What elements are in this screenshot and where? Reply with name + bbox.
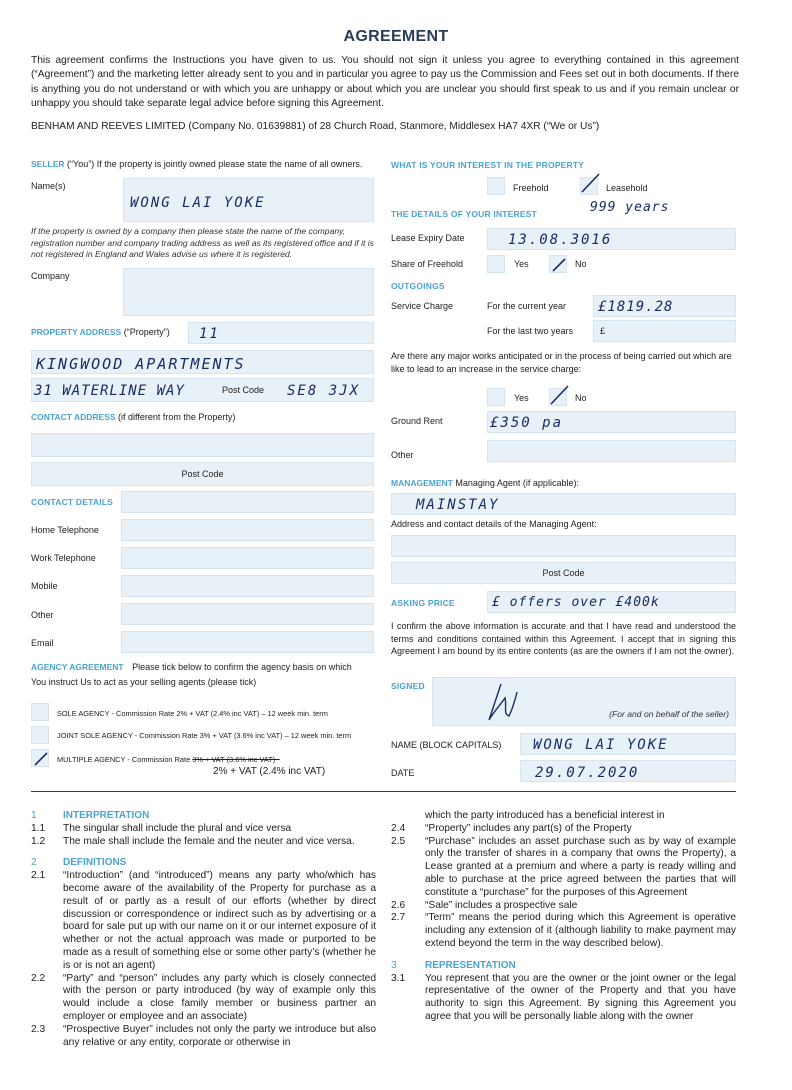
term-number: 3: [391, 959, 397, 971]
tick-icon: [579, 172, 603, 194]
term-1-2: [31, 836, 376, 849]
management-heading-label: MANAGEMENT: [391, 478, 453, 488]
property-line2-field[interactable]: [31, 350, 374, 374]
seller-heading: [31, 159, 362, 169]
term-1-1: [31, 823, 376, 836]
asking-price-value: £ offers over £400k: [492, 595, 660, 610]
signature-field[interactable]: [432, 677, 736, 726]
agent-address-line1-field[interactable]: [391, 535, 736, 557]
term-text: The singular shall include the plural and vice versa: [63, 822, 292, 834]
seller-heading-note: (“You”) If the property is jointly owned please state the name of all owners.: [67, 159, 363, 169]
ground-rent-field[interactable]: [487, 411, 736, 433]
behalf-note: (For and on behalf of the seller): [609, 708, 729, 719]
term-2-3-continued: which the party introduced has a beneficial interest in: [425, 810, 665, 821]
interest-details-heading: THE DETAILS OF YOUR INTEREST: [391, 209, 538, 219]
management-heading: [391, 478, 579, 488]
sole-agency-label: SOLE AGENCY - Commission Rate 2% + VAT (2.4% inc VAT) – 12 week min. term: [57, 709, 328, 718]
term-text: You represent that you are the owner or the joint owner or the legal representative of the owner of the Property and that you have authority to sign this Agreement. By signing this Agreement you agree that you will be personally liable along with the owner: [425, 972, 736, 1022]
managing-agent-value: MAINSTAY: [416, 497, 500, 513]
home-telephone-field[interactable]: [121, 519, 374, 541]
multiple-agency-prefix: MULTIPLE AGENCY - Commission Rate: [57, 755, 191, 764]
company-note: If the property is owned by a company then please state the name of the company, registration number and company trading address as well as its registered office and if it is not registered in England and Wales advise us where it is registered.: [31, 226, 374, 259]
names-label: Name(s): [31, 181, 66, 191]
other-contact-field[interactable]: [121, 603, 374, 625]
term-2-5: [391, 836, 736, 900]
terms-right-column: [391, 810, 736, 1024]
signed-heading: SIGNED: [391, 681, 425, 691]
current-year-value: £1819.28: [598, 299, 674, 315]
term-text: “Purchase” includes an asset purchase such as by way of example only the transfer of shares in a company that owns the Property), a Lease granted at a premium and where a party is ready willing and able to purchase at the price agreed between the parties that will constitute a “purchase” for the purposes of this Agreement: [425, 835, 736, 898]
contact-details-heading: CONTACT DETAILS: [31, 497, 114, 507]
property-postcode-value: SE8 3JX: [287, 383, 361, 399]
contact-address-heading-note: (if different from the Property): [118, 412, 236, 422]
other-outgoings-field[interactable]: [487, 440, 736, 462]
other-contact-label: Other: [31, 610, 54, 620]
lease-expiry-field[interactable]: [487, 228, 736, 250]
managing-agent-field[interactable]: [391, 493, 736, 515]
term-text: “Property” includes any part(s) of the Property: [425, 822, 632, 834]
joint-sole-agency-label: JOINT SOLE AGENCY - Commission Rate 3% + VAT (3.6% inc VAT) – 12 week min. term: [57, 731, 352, 740]
term-text: “Introduction” (and “introduced”) means any party who/which has become aware of the availability of the Property for purchase as a result of or partly as a result of our efforts (whether by direct discussion or correspondence or indirect such as by advertising or a board for sale put up with our name on it or our internet exposure of it whether or not the actual approach was made or purported to be made as a result of something else or some other party’s (whether he is or is not an agent): [63, 870, 376, 971]
term-2-1: [31, 870, 376, 972]
current-year-field[interactable]: [593, 295, 736, 317]
joint-sole-agency-checkbox[interactable]: [31, 726, 49, 744]
lease-expiry-label: Lease Expiry Date: [391, 233, 465, 243]
term-number: 1.1: [31, 822, 46, 834]
term-number: 2.4: [391, 822, 406, 834]
term-heading-1: [31, 810, 376, 823]
agency-heading-label: AGENCY AGREEMENT: [31, 662, 124, 672]
interest-heading: WHAT IS YOUR INTEREST IN THE PROPERTY: [391, 160, 585, 170]
agency-heading-note: Please tick below to confirm the agency basis on which: [132, 662, 352, 672]
term-2-2: [31, 973, 376, 1024]
term-number: 2.2: [31, 972, 46, 984]
term-number: 2.5: [391, 835, 406, 847]
tick-icon: [548, 384, 572, 406]
term-heading-2: [31, 857, 376, 870]
property-line3-value: 31 WATERLINE WAY: [34, 383, 185, 399]
agency-heading: [31, 662, 352, 672]
last-two-years-value: £: [600, 326, 606, 336]
agent-address-line2-field[interactable]: [391, 562, 736, 584]
date-field[interactable]: [520, 760, 736, 782]
property-line2-value: KINGWOOD APARTMENTS: [36, 355, 246, 373]
contact-address-line1-field[interactable]: [31, 433, 374, 457]
section-divider: [31, 791, 736, 792]
multiple-agency-handwritten: 2% + VAT (2.4% inc VAT): [213, 766, 326, 777]
company-label: Company: [31, 271, 70, 281]
email-field[interactable]: [121, 631, 374, 653]
signature-icon: [479, 678, 539, 724]
term-2-4: [391, 823, 736, 836]
term-number: 2: [31, 857, 37, 869]
term-heading-label: INTERPRETATION: [63, 810, 150, 821]
interest-details-value: 999 years: [590, 200, 670, 215]
last-two-years-field[interactable]: [593, 320, 736, 342]
name-block-value: WONG LAI YOKE: [533, 737, 669, 753]
share-no-checkbox[interactable]: [549, 255, 567, 273]
term-text: “Term” means the period during which this Agreement is operative including any extension of it (although liability to make payment may extend beyond the term in the way described below).: [425, 912, 736, 949]
works-no-checkbox[interactable]: [549, 388, 567, 406]
property-line3-field[interactable]: [31, 378, 374, 402]
term-number: 1.2: [31, 835, 46, 847]
company-field[interactable]: [123, 268, 374, 316]
seller-heading-label: SELLER: [31, 159, 65, 169]
other-outgoings-label: Other: [391, 450, 414, 460]
asking-price-heading: ASKING PRICE: [391, 598, 455, 608]
mobile-label: Mobile: [31, 581, 58, 591]
works-no-label: No: [575, 393, 587, 403]
tick-icon: [550, 256, 568, 274]
contact-postcode-label: Post Code: [181, 469, 224, 479]
property-heading: [31, 327, 170, 337]
major-works-question: Are there any major works anticipated or in the process of being carried out which are like to lead to an increase in the service charge:: [391, 351, 732, 374]
term-text: The male shall include the female and the neuter and vice versa.: [63, 835, 355, 847]
intro-paragraph: This agreement confirms the Instructions you have given to us. You should not sign it unless you agree to everything contained in this agreement (“Agreement”) and the marketing letter already sent to you and in particular you agree to pay us the Commission and Fees set out in both documents. If there is anything you do not understand or with which you are unhappy or about which you are unclear you should first speak to us and if you remain unclear or unhappy you should take separate legal advice before signing this Agreement.: [31, 55, 739, 110]
page-title: AGREEMENT: [343, 28, 449, 45]
property-heading-note: (“Property”): [123, 327, 170, 337]
term-number: 1: [31, 810, 37, 821]
term-number: 2.3: [31, 1023, 46, 1035]
multiple-agency-label: [57, 755, 280, 764]
tick-icon: [32, 750, 50, 768]
ground-rent-label: Ground Rent: [391, 416, 443, 426]
property-line1-value: 11: [199, 326, 220, 342]
term-number: 2.1: [31, 870, 46, 882]
share-yes-label: Yes: [514, 259, 529, 269]
name-block-field[interactable]: [520, 733, 736, 755]
last-two-years-label: For the last two years: [487, 326, 574, 336]
share-yes-checkbox[interactable]: [487, 255, 505, 273]
work-telephone-field[interactable]: [121, 547, 374, 569]
term-2-3: [31, 1024, 376, 1050]
term-text: “Prospective Buyer” includes not only the party we introduce but also any relative or any entity, corporate or otherwise in: [63, 1023, 376, 1048]
confirmation-text: I confirm the above information is accurate and that I have read and understood the terms and conditions contained within this Agreement. I accept that in signing this Agreement I am bound by its entire contents (as are the owners if I am not the owner).: [391, 621, 736, 656]
asking-price-field[interactable]: [487, 591, 736, 613]
contact-details-top-field[interactable]: [121, 491, 374, 513]
names-value: WONG LAI YOKE: [130, 195, 266, 211]
leasehold-label: Leasehold: [606, 183, 648, 193]
service-charge-label: Service Charge: [391, 301, 454, 311]
term-2-6: [391, 900, 736, 913]
term-text: “Party” and “person” includes any party which is closely connected with the person or party introduced (by way of example only this would include a close family member or business partner an employer or employee and an associate): [63, 972, 376, 1022]
term-3-1: [391, 973, 736, 1024]
share-no-label: No: [575, 259, 587, 269]
property-line1-field[interactable]: [188, 322, 374, 344]
email-label: Email: [31, 638, 54, 648]
management-heading-note: Managing Agent (if applicable):: [455, 478, 579, 488]
term-heading-label: DEFINITIONS: [63, 857, 127, 869]
agent-address-label: Address and contact details of the Managing Agent:: [391, 519, 597, 529]
date-value: 29.07.2020: [535, 765, 640, 781]
name-block-label: NAME (BLOCK CAPITALS): [391, 740, 502, 750]
agency-heading-note2: You instruct Us to act as your selling agents (please tick): [31, 677, 257, 687]
date-label: DATE: [391, 768, 415, 778]
term-text: “Sale” includes a prospective sale: [425, 899, 578, 911]
term-2-7: [391, 912, 736, 950]
term-heading-label: REPRESENTATION: [425, 959, 516, 971]
contact-address-heading-label: CONTACT ADDRESS: [31, 412, 116, 422]
freehold-checkbox[interactable]: [487, 177, 505, 195]
lease-expiry-value: 13.08.3016: [508, 232, 613, 248]
contact-address-heading: [31, 412, 235, 422]
works-yes-label: Yes: [514, 393, 529, 403]
terms-left-column: [31, 810, 376, 1049]
works-yes-checkbox[interactable]: [487, 388, 505, 406]
names-field[interactable]: [123, 178, 374, 222]
sole-agency-checkbox[interactable]: [31, 703, 49, 721]
home-telephone-label: Home Telephone: [31, 525, 99, 535]
property-postcode-label: Post Code: [222, 385, 265, 395]
work-telephone-label: Work Telephone: [31, 553, 96, 563]
mobile-field[interactable]: [121, 575, 374, 597]
multiple-agency-checkbox[interactable]: [31, 749, 49, 767]
agent-postcode-label: Post Code: [542, 568, 585, 578]
multiple-agency-struck: 3% + VAT (3.6% inc VAT) -: [192, 755, 280, 764]
term-number: 3.1: [391, 972, 406, 984]
term-heading-3: [391, 960, 736, 973]
outgoings-heading: OUTGOINGS: [391, 281, 445, 291]
freehold-label: Freehold: [513, 183, 549, 193]
share-freehold-label: Share of Freehold: [391, 259, 464, 269]
company-line: BENHAM AND REEVES LIMITED (Company No. 01639881) of 28 Church Road, Stanmore, Middlesex HA7 4XR (“We or Us”): [31, 121, 600, 132]
ground-rent-value: £350 pa: [490, 415, 564, 431]
leasehold-checkbox[interactable]: [580, 177, 598, 195]
property-heading-label: PROPERTY ADDRESS: [31, 327, 122, 337]
term-number: 2.6: [391, 899, 406, 911]
term-number: 2.7: [391, 912, 406, 924]
current-year-label: For the current year: [487, 301, 567, 311]
contact-address-line2-field[interactable]: [31, 462, 374, 486]
